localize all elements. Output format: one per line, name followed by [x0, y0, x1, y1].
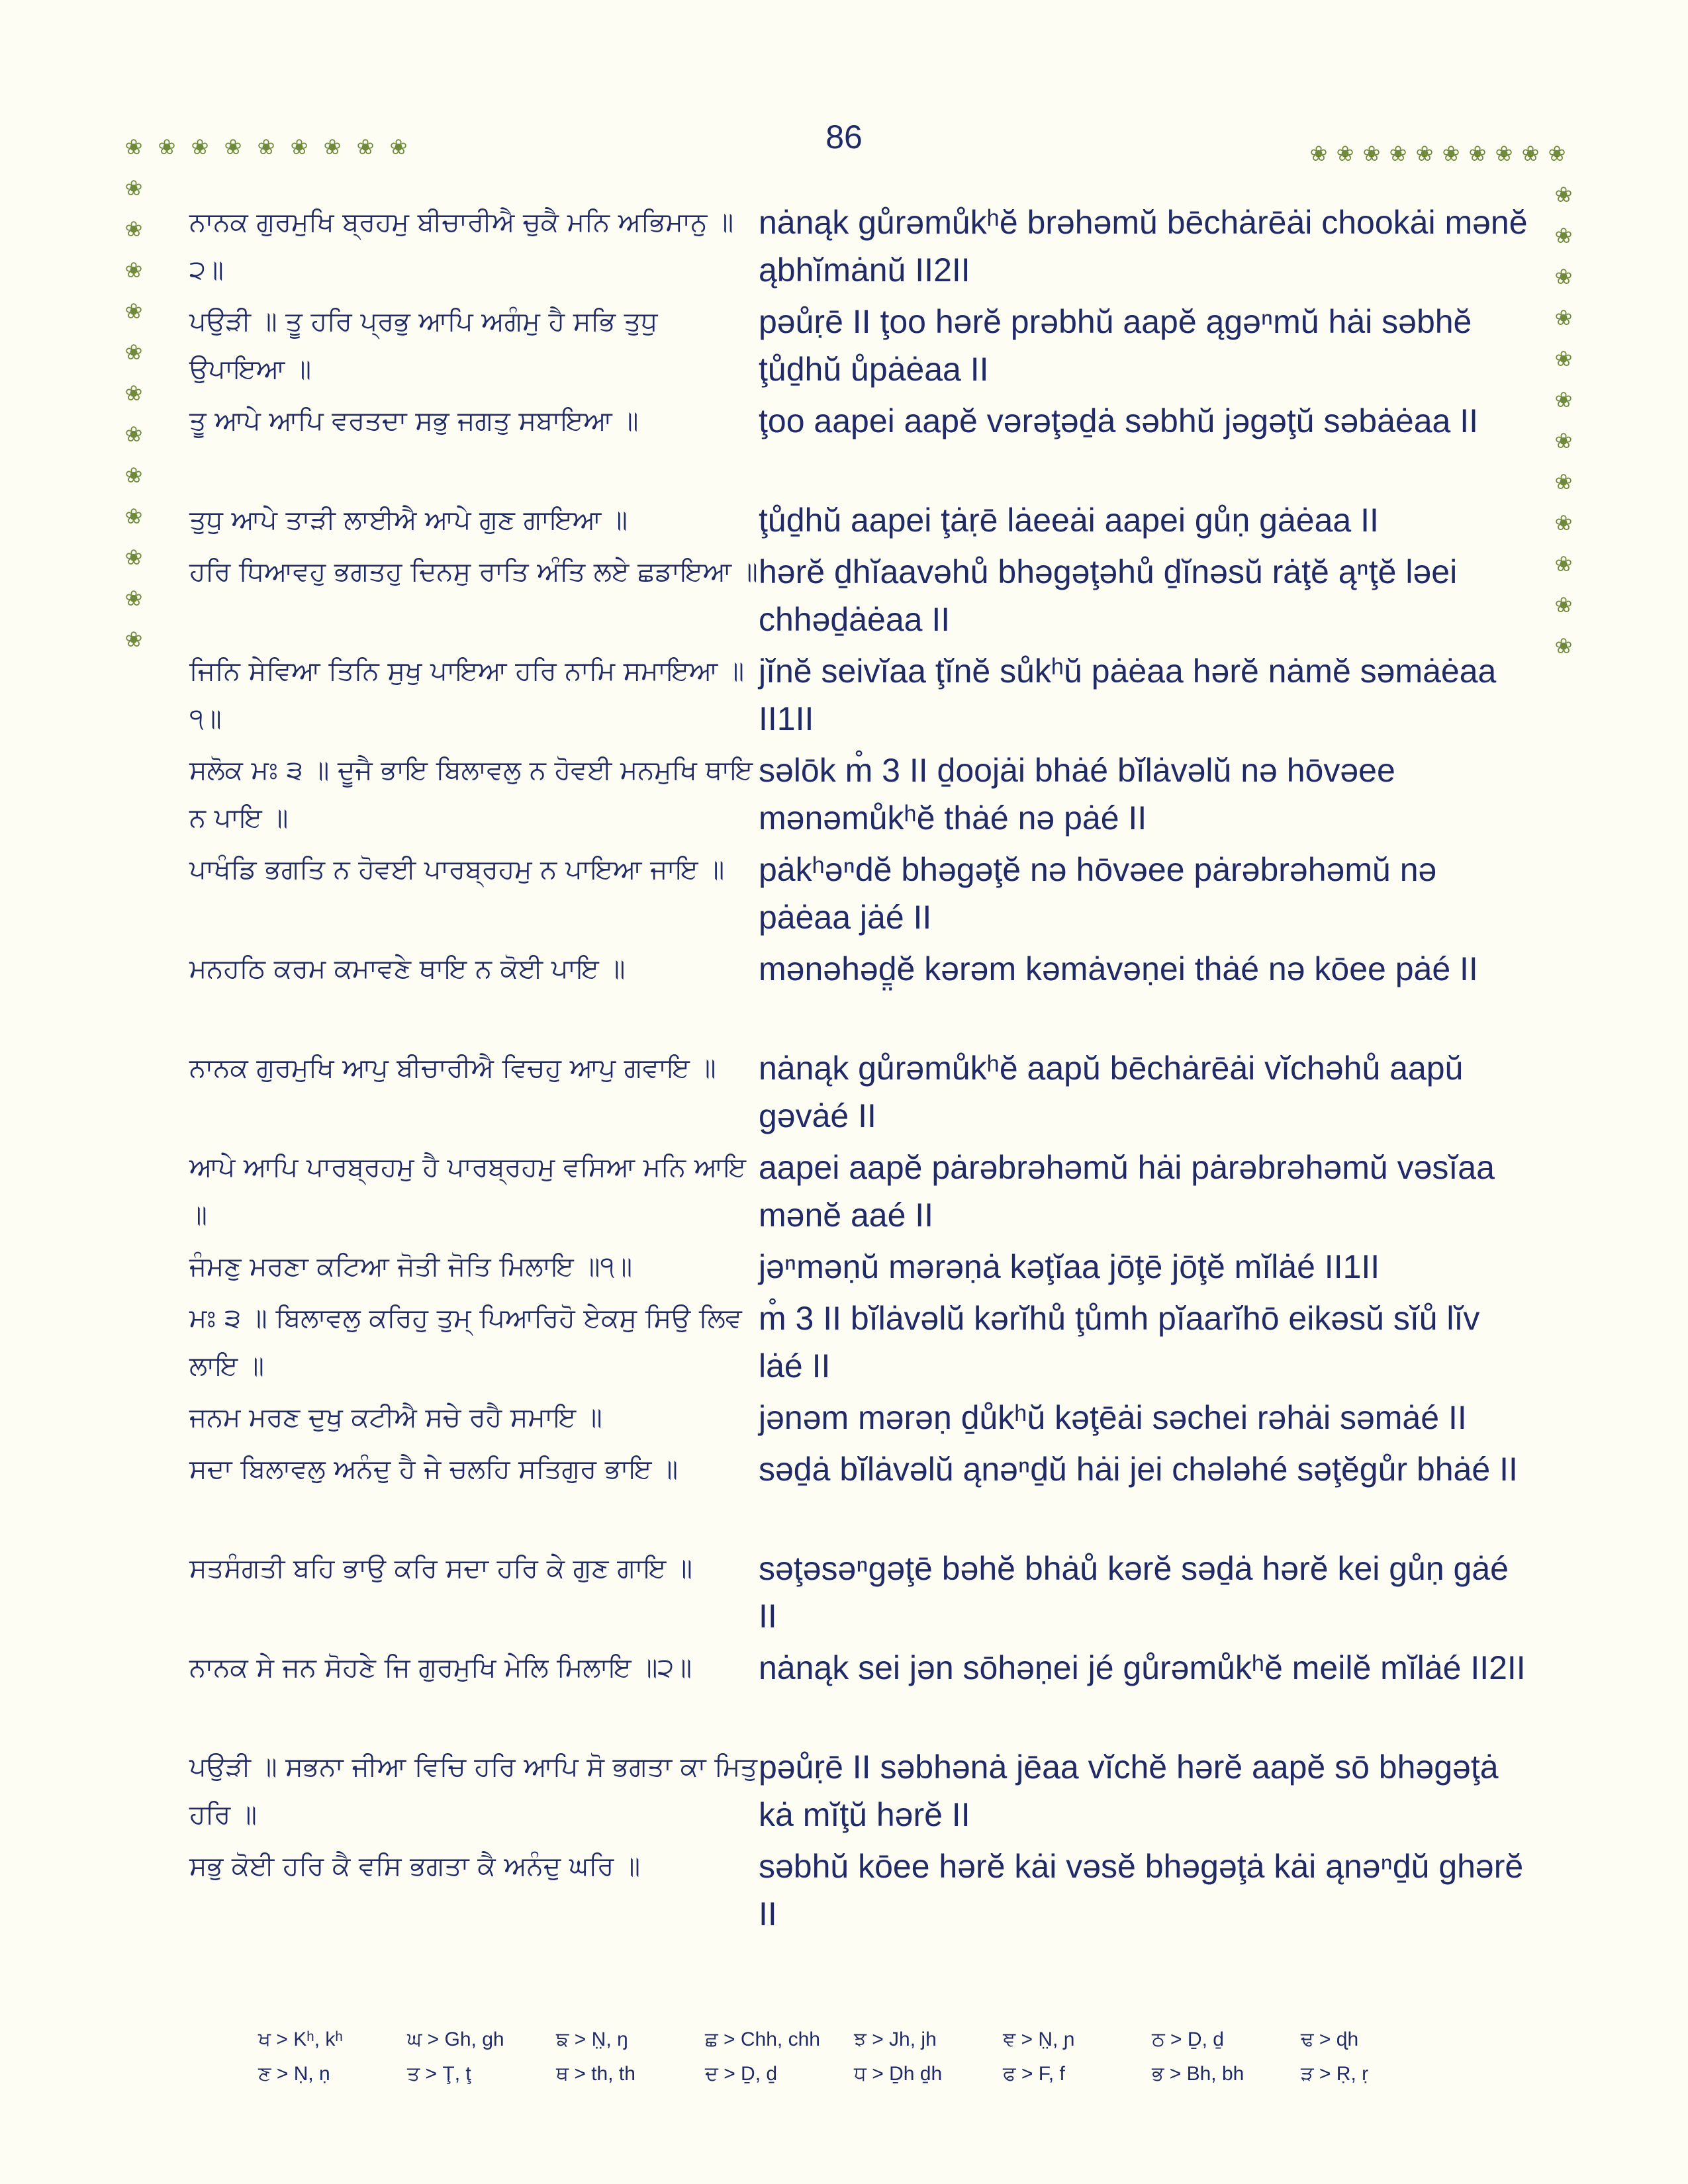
verse-row [189, 647, 1533, 747]
flower-icon: ❀ [1554, 510, 1573, 535]
gurmukhi-text: ਸਲੋਕ ਮਃ ੩ ॥ ਦੂਜੈ ਭਾਇ ਬਿਲਾਵਲੁ ਨ ਹੋਵਈ ਮਨਮੁਖਿ ਥਾਇ ਨ ਪਾਇ ॥ [189, 755, 753, 833]
flower-icon: ❀ [1554, 592, 1573, 617]
verse-row [189, 1144, 1533, 1243]
flower-icon: ❀ [124, 216, 143, 242]
transliteration-text: səlōk m̊ 3 II ḏoojȧi bhȧé bĭlȧvəlŭ nə hōvəee mənəmůkʰĕ thȧé nə pȧé II [759, 752, 1395, 837]
flower-icon: ❀ [1362, 141, 1381, 166]
gurmukhi-text: ਆਪੇ ਆਪਿ ਪਾਰਬ੍ਰਹਮੁ ਹੈ ਪਾਰਬ੍ਰਹਮੁ ਵਸਿਆ ਮਨਿ ਆਇ ॥ [189, 1152, 747, 1230]
flower-icon: ❀ [1554, 346, 1573, 371]
flower-icon: ❀ [1415, 141, 1434, 166]
gurmukhi-text: ਜਨਮ ਮਰਣ ਦੁਖੁ ਕਟੀਐ ਸਚੇ ਰਹੈ ਸਮਾਇ ॥ [189, 1402, 602, 1433]
verse-row [189, 1044, 1533, 1144]
flower-icon: ❀ [1495, 141, 1513, 166]
transliteration-text: nȧnąk gůrəmůkʰĕ aapŭ bēchȧrēȧi vĭchəhů aapŭ gəvȧé II [759, 1050, 1464, 1134]
key-entry: ਛ > Chh, chh [705, 2028, 820, 2050]
flower-icon: ❀ [1554, 633, 1573, 659]
verse-row [189, 945, 1533, 1044]
gurmukhi-text: ਨਾਨਕ ਗੁਰਮੁਖਿ ਆਪੁ ਬੀਚਾਰੀਐ ਵਿਚਹੁ ਆਪੁ ਗਵਾਇ ॥ [189, 1053, 716, 1083]
transliteration-text: jĭnĕ seivĭaa ţĭnĕ sůkʰŭ pȧėaa hərĕ nȧmĕ səmȧėaa II1II [759, 653, 1497, 737]
flower-icon: ❀ [1548, 141, 1566, 166]
gurmukhi-text: ਸਭੁ ਕੋਈ ਹਰਿ ਕੈ ਵਸਿ ਭਗਤਾ ਕੈ ਅਨੰਦੁ ਘਰਿ ॥ [189, 1851, 641, 1882]
transliteration-text: jəⁿməṇŭ mərəṇȧ kəţĭaa jōţē jōţĕ mĭlȧé II1II [759, 1248, 1380, 1285]
key-entry: ੜ > Ṛ, ṛ [1301, 2063, 1369, 2085]
gurmukhi-text: ਪਾਖੰਡਿ ਭਗਤਿ ਨ ਹੋਵਈ ਪਾਰਬ੍ਰਹਮੁ ਨ ਪਾਇਆ ਜਾਇ ॥ [189, 854, 725, 885]
key-entry: ਤ > Ţ, ţ [407, 2063, 471, 2085]
flower-icon: ❀ [124, 422, 143, 447]
gurmukhi-text: ਸਦਾ ਬਿਲਾਵਲੁ ਅਨੰਦੁ ਹੈ ਜੇ ਚਲਹਿ ਸਤਿਗੁਰ ਭਾਇ ॥ [189, 1454, 679, 1484]
key-entry: ਢ > ɖh [1301, 2028, 1359, 2050]
verse-row [189, 496, 1533, 548]
gurmukhi-text: ਜਿਨਿ ਸੇਵਿਆ ਤਿਨਿ ਸੁਖੁ ਪਾਇਆ ਹਰਿ ਨਾਮਿ ਸਮਾਇਆ ॥੧॥ [189, 656, 745, 734]
flower-icon: ❀ [124, 586, 143, 611]
key-entry: ਫ > F, f [1003, 2063, 1065, 2085]
gurmukhi-text: ਹਰਿ ਧਿਆਵਹੁ ਭਗਤਹੁ ਦਿਨਸੁ ਰਾਤਿ ਅੰਤਿ ਲਏ ਛਡਾਇਆ ॥ [189, 557, 758, 587]
flower-icon: ❀ [1554, 428, 1573, 453]
flower-icon: ❀ [124, 627, 143, 652]
transliteration-text: səbhŭ kōee hərĕ kȧi vəsĕ bhəgəţȧ kȧi ąnəⁿḏŭ ghərĕ II [759, 1848, 1524, 1933]
key-row [258, 2063, 1450, 2097]
transliteration-text: səḏȧ bĭlȧvəlŭ ąnəⁿḏŭ hȧi jei chələhé səţĕgůr bhȧé II [759, 1451, 1518, 1488]
flower-icon: ❀ [1554, 264, 1573, 289]
key-entry: ਞ > N̤, ɲ [1003, 2028, 1075, 2050]
flower-icon: ❀ [356, 134, 375, 159]
flower-icon: ❀ [1554, 305, 1573, 330]
gurmukhi-text: ਸਤਸੰਗਤੀ ਬਹਿ ਭਾਉ ਕਰਿ ਸਦਾ ਹਰਿ ਕੇ ਗੁਣ ਗਾਇ ॥ [189, 1553, 692, 1584]
gurmukhi-text: ਪਉੜੀ ॥ ਸਭਨਾ ਜੀਆ ਵਿਚਿ ਹਰਿ ਆਪਿ ਸੋ ਭਗਤਾ ਕਾ ਮਿਤੁ ਹਰਿ ॥ [189, 1752, 758, 1830]
verse-row [189, 1843, 1533, 1942]
key-entry: ਥ > th, th [556, 2063, 635, 2085]
flower-icon: ❀ [1554, 469, 1573, 494]
key-entry: ਣ > Ṇ, ṇ [258, 2063, 330, 2085]
flower-icon: ❀ [1442, 141, 1460, 166]
flower-icon: ❀ [124, 175, 143, 201]
transliteration-text: aapei aapĕ pȧrəbrəhəmŭ hȧi pȧrəbrəhəmŭ vəsĭaa mənĕ aaé II [759, 1149, 1495, 1234]
verse-row [189, 1644, 1533, 1743]
transliteration-text: səţəsəⁿgəţē bəhĕ bhȧů kərĕ səḏȧ hərĕ kei gůṇ gȧé II [759, 1550, 1509, 1635]
verse-row [189, 548, 1533, 647]
flower-icon: ❀ [1309, 141, 1328, 166]
flower-icon: ❀ [224, 134, 242, 159]
gurmukhi-text: ਨਾਨਕ ਗੁਰਮੁਖਿ ਬ੍ਰਹਮੁ ਬੀਚਾਰੀਐ ਚੁਕੈ ਮਨਿ ਅਭਿਮਾਨੁ ॥੨॥ [189, 207, 734, 285]
verse-row [189, 1743, 1533, 1843]
flower-icon: ❀ [1521, 141, 1540, 166]
transliteration-text: hərĕ ḏhĭaavəhů bhəgəţəhů ḏĭnəsŭ rȧţĕ ąⁿţĕ ləei chhəḏȧėaa II [759, 553, 1458, 638]
key-entry: ਝ > Jh, jh [854, 2028, 937, 2050]
verse-row [189, 1545, 1533, 1644]
gurmukhi-text: ਜੰਮਣੁ ਮਰਣਾ ਕਟਿਆ ਜੋਤੀ ਜੋਤਿ ਮਿਲਾਇ ॥੧॥ [189, 1251, 633, 1282]
flower-icon: ❀ [1468, 141, 1487, 166]
flower-icon: ❀ [1554, 551, 1573, 576]
flower-icon: ❀ [290, 134, 308, 159]
gurmukhi-text: ਪਉੜੀ ॥ ਤੂ ਹਰਿ ਪ੍ਰਭੁ ਆਪਿ ਅਗੰਮੁ ਹੈ ਸਭਿ ਤੁਧੁ ਉਪਾਇਆ ॥ [189, 306, 658, 385]
page-number: 86 [825, 118, 863, 156]
flower-icon: ❀ [1554, 387, 1573, 412]
flower-icon: ❀ [323, 134, 342, 159]
verse-row [189, 1243, 1533, 1295]
gurmukhi-text: ਨਾਨਕ ਸੇ ਜਨ ਸੋਹਣੇ ਜਿ ਗੁਰਮੁਖਿ ਮੇਲਿ ਮਿਲਾਇ ॥੨॥ [189, 1653, 692, 1683]
flower-icon: ❀ [124, 257, 143, 283]
flower-icon: ❀ [124, 463, 143, 488]
key-row [258, 2028, 1450, 2063]
transliteration-text: nȧnąk gůrəmůkʰĕ brəhəmŭ bēchȧrēȧi chookȧi mənĕ ąbhĭmȧnŭ II2II [759, 204, 1528, 289]
verse-row [189, 397, 1533, 496]
flower-icon: ❀ [257, 134, 275, 159]
gurmukhi-text: ਤੁਧੁ ਆਪੇ ਤਾੜੀ ਲਾਈਐ ਆਪੇ ਗੁਣ ਗਾਇਆ ॥ [189, 505, 628, 535]
transliteration-text: nȧnąk sei jən sōhəṇei jé gůrəmůkʰĕ meilĕ mĭlȧé II2II [759, 1649, 1526, 1686]
transliteration-text: pȧkʰəⁿdĕ bhəgəţĕ nə hōvəee pȧrəbrəhəmŭ nə pȧėaa jȧé II [759, 851, 1437, 936]
key-entry: ਖ > Kʰ, kʰ [258, 2028, 343, 2050]
flower-icon: ❀ [1389, 141, 1407, 166]
verse-row [189, 1394, 1533, 1445]
verse-row [189, 846, 1533, 945]
flower-icon: ❀ [1554, 182, 1573, 207]
flower-icon: ❀ [191, 134, 209, 159]
verse-row [189, 298, 1533, 397]
transliteration-key [258, 2028, 1450, 2097]
flower-icon: ❀ [124, 381, 143, 406]
key-entry: ਦ > Ḏ, ḏ [705, 2063, 778, 2085]
gurmukhi-text: ਮਨਹਠਿ ਕਰਮ ਕਮਾਵਣੇ ਥਾਇ ਨ ਕੋਈ ਪਾਇ ॥ [189, 954, 626, 984]
key-entry: ਧ > Ḏh ḏh [854, 2063, 943, 2085]
gurmukhi-text: ਮਃ ੩ ॥ ਬਿਲਾਵਲੁ ਕਰਿਹੁ ਤੁਮ੍ ਪਿਆਰਿਹੋ ਏਕਸੁ ਸਿਉ ਲਿਵ ਲਾਇ ॥ [189, 1303, 742, 1381]
flower-icon: ❀ [124, 340, 143, 365]
flower-icon: ❀ [1336, 141, 1354, 166]
verse-row [189, 1295, 1533, 1394]
transliteration-text: m̊ 3 II bĭlȧvəlŭ kərĭhů ţůmh pĭaarĭhō eikəsŭ sĭů lĭv lȧé II [759, 1300, 1480, 1385]
transliteration-text: mənəhəḏ̤ĕ kərəm kəmȧvəṇei thȧé nə kōee pȧé II [759, 950, 1478, 987]
key-entry: ਘ > Gh, gh [407, 2028, 504, 2050]
verse-row [189, 1445, 1533, 1545]
key-entry: ਙ > N̤, ŋ [556, 2028, 628, 2050]
verse-table [189, 199, 1533, 1942]
flower-icon: ❀ [158, 134, 176, 159]
key-entry: ਭ > Bh, bh [1152, 2063, 1244, 2085]
flower-icon: ❀ [389, 134, 408, 159]
transliteration-text: pəůṛē II səbhənȧ jēaa vĭchĕ hərĕ aapĕ sō bhəgəţȧ kȧ mĭţŭ hərĕ II [759, 1749, 1499, 1833]
flower-icon: ❀ [124, 134, 143, 159]
transliteration-text: pəůṛē II ţoo hərĕ prəbhŭ aapĕ ągəⁿmŭ hȧi səbhĕ ţůḏhŭ ůpȧėaa II [759, 303, 1472, 388]
verse-row [189, 199, 1533, 298]
transliteration-text: jənəm mərəṇ ḏůkʰŭ kəţēȧi səchei rəhȧi səmȧé II [759, 1399, 1467, 1436]
flower-icon: ❀ [1554, 223, 1573, 248]
flower-icon: ❀ [124, 298, 143, 324]
key-entry: ਠ > Ḏ, ḏ [1152, 2028, 1224, 2050]
gurmukhi-text: ਤੂ ਆਪੇ ਆਪਿ ਵਰਤਦਾ ਸਭੁ ਜਗਤੁ ਸਬਾਇਆ ॥ [189, 406, 639, 436]
flower-icon: ❀ [124, 504, 143, 529]
verse-row [189, 747, 1533, 846]
flower-icon: ❀ [124, 545, 143, 570]
transliteration-text: ţůḏhŭ aapei ţȧṛē lȧeeȧi aapei gůṇ gȧėaa II [759, 502, 1379, 539]
transliteration-text: ţoo aapei aapĕ vərəţəḏȧ səbhŭ jəgəţŭ səbȧėaa II [759, 402, 1478, 439]
